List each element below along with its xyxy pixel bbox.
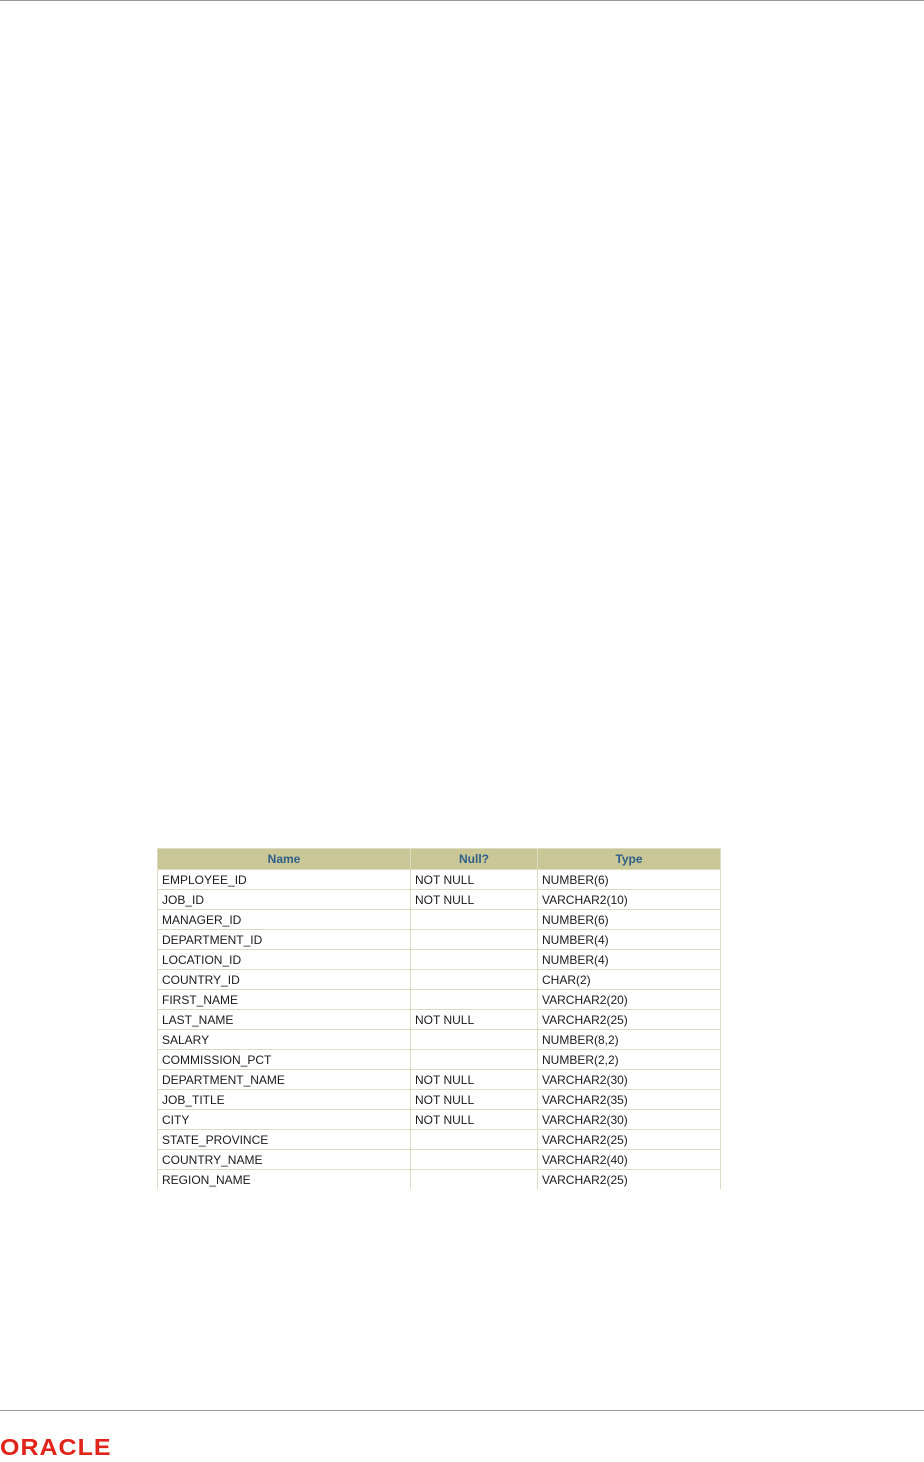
cell-null: NOT NULL — [411, 1090, 538, 1110]
table-row — [158, 1050, 721, 1070]
cell-column-name: JOB_TITLE — [158, 1090, 411, 1110]
cell-type: NUMBER(6) — [538, 870, 721, 890]
table-row — [158, 990, 721, 1010]
cell-type: VARCHAR2(25) — [538, 1130, 721, 1150]
table-row — [158, 950, 721, 970]
cell-column-name: CITY — [158, 1110, 411, 1130]
cell-column-name: JOB_ID — [158, 890, 411, 910]
cell-null — [411, 910, 538, 930]
table-description — [157, 848, 721, 1189]
cell-null — [411, 1150, 538, 1170]
cell-column-name: COUNTRY_NAME — [158, 1150, 411, 1170]
cell-null — [411, 970, 538, 990]
cell-null — [411, 990, 538, 1010]
cell-null — [411, 1050, 538, 1070]
table-row — [158, 1170, 721, 1190]
cell-type: VARCHAR2(10) — [538, 890, 721, 910]
cell-column-name: DEPARTMENT_NAME — [158, 1070, 411, 1090]
cell-type: VARCHAR2(40) — [538, 1150, 721, 1170]
cell-column-name: FIRST_NAME — [158, 990, 411, 1010]
cell-null: NOT NULL — [411, 1010, 538, 1030]
cell-null: NOT NULL — [411, 870, 538, 890]
cell-null: NOT NULL — [411, 890, 538, 910]
cell-column-name: EMPLOYEE_ID — [158, 870, 411, 890]
cell-type: VARCHAR2(30) — [538, 1070, 721, 1090]
table-row — [158, 1030, 721, 1050]
cell-null: NOT NULL — [411, 1070, 538, 1090]
table-header-row — [158, 849, 721, 870]
table-row — [158, 890, 721, 910]
cell-type: VARCHAR2(25) — [538, 1010, 721, 1030]
table-row — [158, 1090, 721, 1110]
cell-type: VARCHAR2(30) — [538, 1110, 721, 1130]
cell-column-name: COUNTRY_ID — [158, 970, 411, 990]
table-row — [158, 1010, 721, 1030]
cell-type: VARCHAR2(25) — [538, 1170, 721, 1190]
top-divider — [0, 0, 924, 1]
cell-type: NUMBER(8,2) — [538, 1030, 721, 1050]
cell-null — [411, 930, 538, 950]
cell-type: VARCHAR2(20) — [538, 990, 721, 1010]
cell-type: NUMBER(4) — [538, 930, 721, 950]
column-header-name: Name — [158, 849, 411, 870]
cell-null — [411, 950, 538, 970]
table-row — [158, 1150, 721, 1170]
cell-column-name: SALARY — [158, 1030, 411, 1050]
oracle-logo: ORACLE — [0, 1434, 112, 1461]
table-row — [158, 930, 721, 950]
cell-type: VARCHAR2(35) — [538, 1090, 721, 1110]
cell-type: NUMBER(6) — [538, 910, 721, 930]
cell-type: NUMBER(4) — [538, 950, 721, 970]
cell-type: NUMBER(2,2) — [538, 1050, 721, 1070]
cell-column-name: MANAGER_ID — [158, 910, 411, 930]
table-row — [158, 870, 721, 890]
cell-null: NOT NULL — [411, 1110, 538, 1130]
column-header-type: Type — [538, 849, 721, 870]
table-row — [158, 910, 721, 930]
column-header-null: Null? — [411, 849, 538, 870]
cell-column-name: LAST_NAME — [158, 1010, 411, 1030]
table-row — [158, 970, 721, 990]
cell-null — [411, 1130, 538, 1150]
cell-null — [411, 1030, 538, 1050]
table-row — [158, 1110, 721, 1130]
cell-column-name: REGION_NAME — [158, 1170, 411, 1190]
table-row — [158, 1130, 721, 1150]
cell-column-name: COMMISSION_PCT — [158, 1050, 411, 1070]
cell-column-name: STATE_PROVINCE — [158, 1130, 411, 1150]
cell-column-name: LOCATION_ID — [158, 950, 411, 970]
table-row — [158, 1070, 721, 1090]
cell-type: CHAR(2) — [538, 970, 721, 990]
cell-null — [411, 1170, 538, 1190]
bottom-divider — [0, 1410, 924, 1411]
cell-column-name: DEPARTMENT_ID — [158, 930, 411, 950]
